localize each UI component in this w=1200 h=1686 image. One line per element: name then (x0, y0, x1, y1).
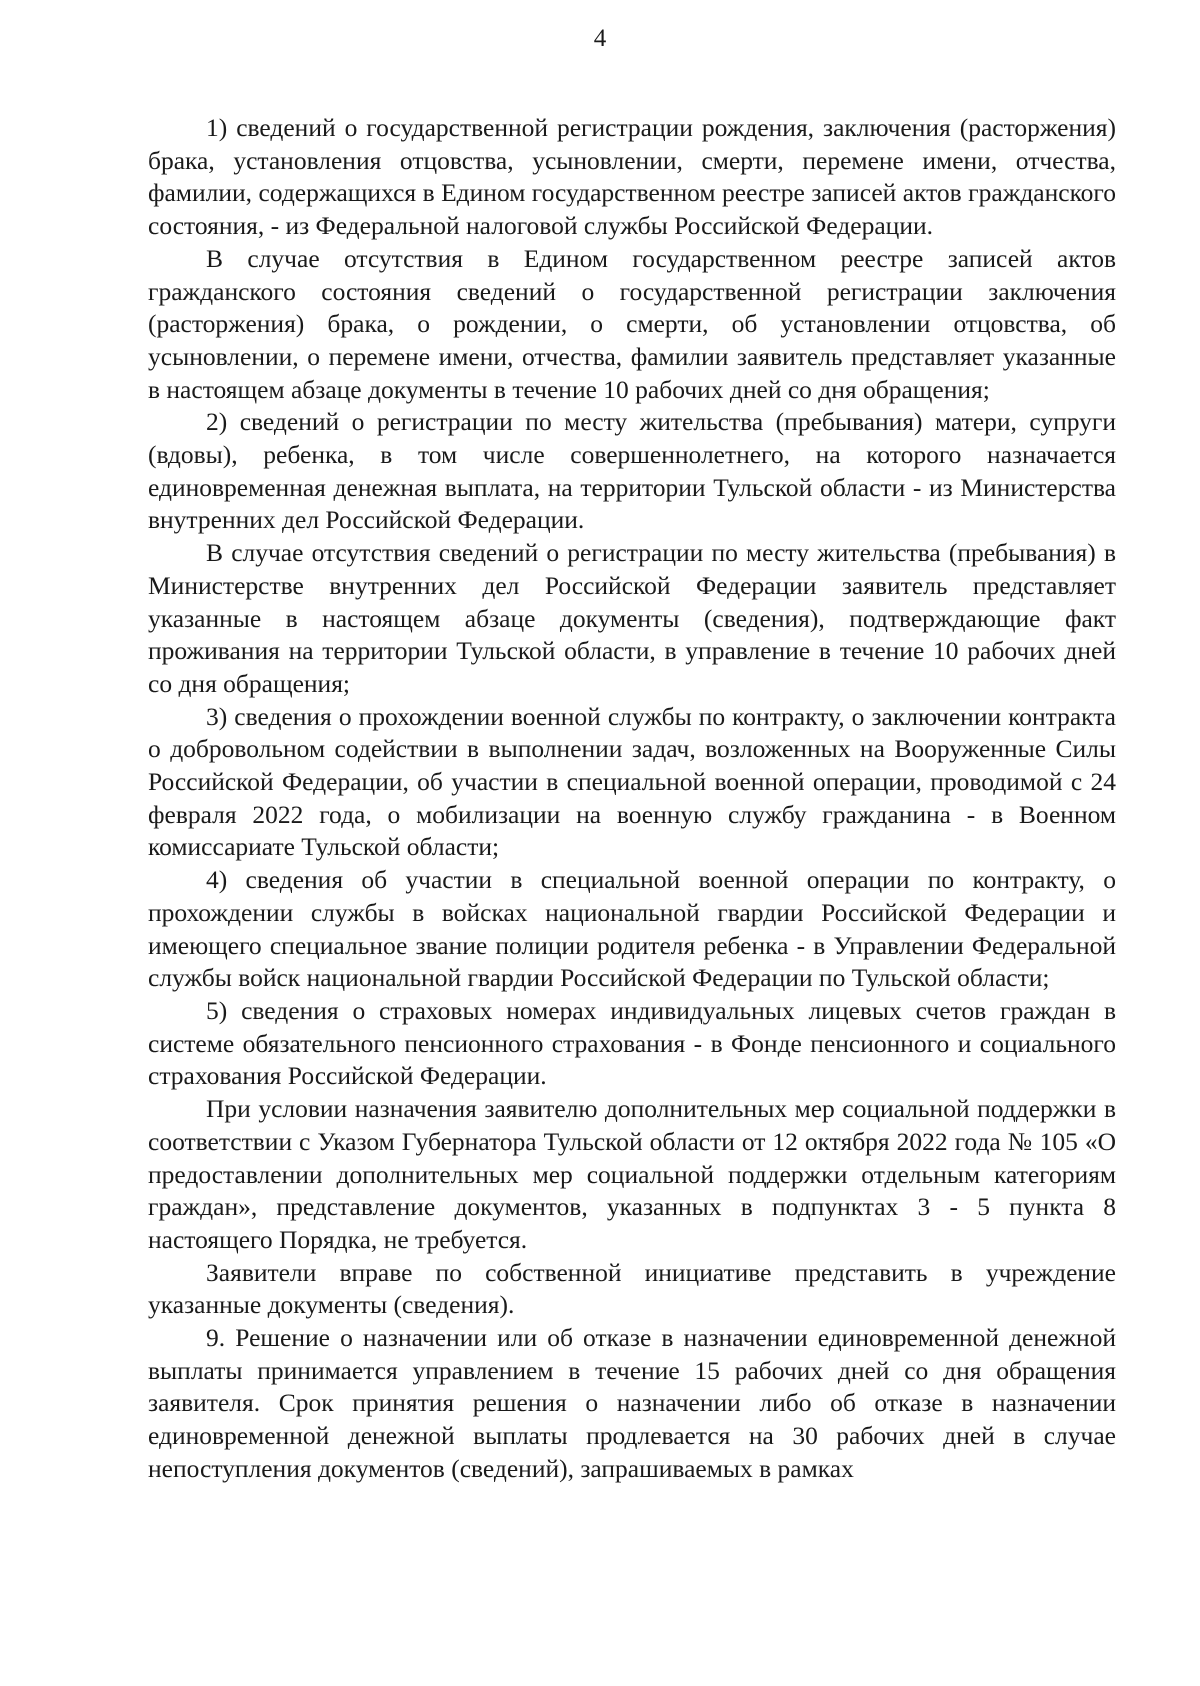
paragraph-civil-registry-absence: В случае отсутствия в Едином государственном реестре записей актов гражданского состояния сведений о государственной регистрации заключения (расторжения) брака, о рождении, о смерти, об установлении отцовства, об усыновлении, о перемене имени, отчества, фамилии заявитель представляет указанные в настоящем абзаце документы в течение 10 рабочих дней со дня обращения; (148, 243, 1116, 404)
paragraph-item-4-national-guard: 4) сведения об участии в специальной военной операции по контракту, о прохождении службы в войсках национальной гвардии Российской Федерации и имеющего специальное звание полиции родителя ребенка - в Управлении Федеральной службы войск национальной гвардии Российской Федерации по Тульской области; (148, 865, 1116, 993)
paragraph-item-5-insurance-numbers: 5) сведения о страховых номерах индивидуальных лицевых счетов граждан в системе обязательного пенсионного страхования - в Фонде пенсионного и социального страхования Российской Федерации. (148, 995, 1116, 1091)
paragraph-applicants-initiative: Заявители вправе по собственной инициативе представить в учреждение указанные документы (сведения). (148, 1257, 1116, 1320)
paragraph-item-3-military-service: 3) сведения о прохождении военной службы по контракту, о заключении контракта о добровольном содействии в выполнении задач, возложенных на Вооруженные Силы Российской Федерации, об участии в специальной военной операции, проводимой с 24 февраля 2022 года, о мобилизации на военную службу гражданина - в Военном комиссариате Тульской области; (148, 701, 1116, 862)
paragraph-item-9-decision: 9. Решение о назначении или об отказе в назначении единовременной денежной выплаты принимается управлением в течение 15 рабочих дней со дня обращения заявителя. Срок принятия решения о назначении либо об отказе в назначении единовременной денежной выплаты продлевается на 30 рабочих дней в случае непоступления документов (сведений), запрашиваемых в рамках (148, 1323, 1116, 1483)
paragraph-item-1-civil-registry: 1) сведений о государственной регистрации рождения, заключения (расторжения) брака, установления отцовства, усыновлении, смерти, перемене имени, отчества, фамилии, содержащихся в Едином государственном реестре записей актов гражданского состояния, - из Федеральной налоговой службы Российской Федерации. (148, 113, 1116, 241)
paragraph-item-2-residence-registration: 2) сведений о регистрации по месту жительства (пребывания) матери, супруги (вдовы), ребенка, в том числе совершеннолетнего, на которого назначается единовременная денежная выплата, на территории Тульской области - из Министерства внутренних дел Российской Федерации. (148, 407, 1116, 535)
paragraph-governor-decree-condition: При условии назначения заявителю дополнительных мер социальной поддержки в соответствии с Указом Губернатора Тульской области от 12 октября 2022 года № 105 «О предоставлении дополнительных мер социальной поддержки отдельным категориям граждан», представление документов, указанных в подпунктах 3 - 5 пункта 8 настоящего Порядка, не требуется. (148, 1094, 1116, 1254)
paragraph-residence-absence: В случае отсутствия сведений о регистрации по месту жительства (пребывания) в Министерстве внутренних дел Российской Федерации заявитель представляет указанные в настоящем абзаце документы (сведения), подтверждающие факт проживания на территории Тульской области, в управление в течение 10 рабочих дней со дня обращения; (148, 538, 1116, 698)
page-number: 4 (593, 25, 607, 52)
document-body (148, 112, 1116, 1486)
